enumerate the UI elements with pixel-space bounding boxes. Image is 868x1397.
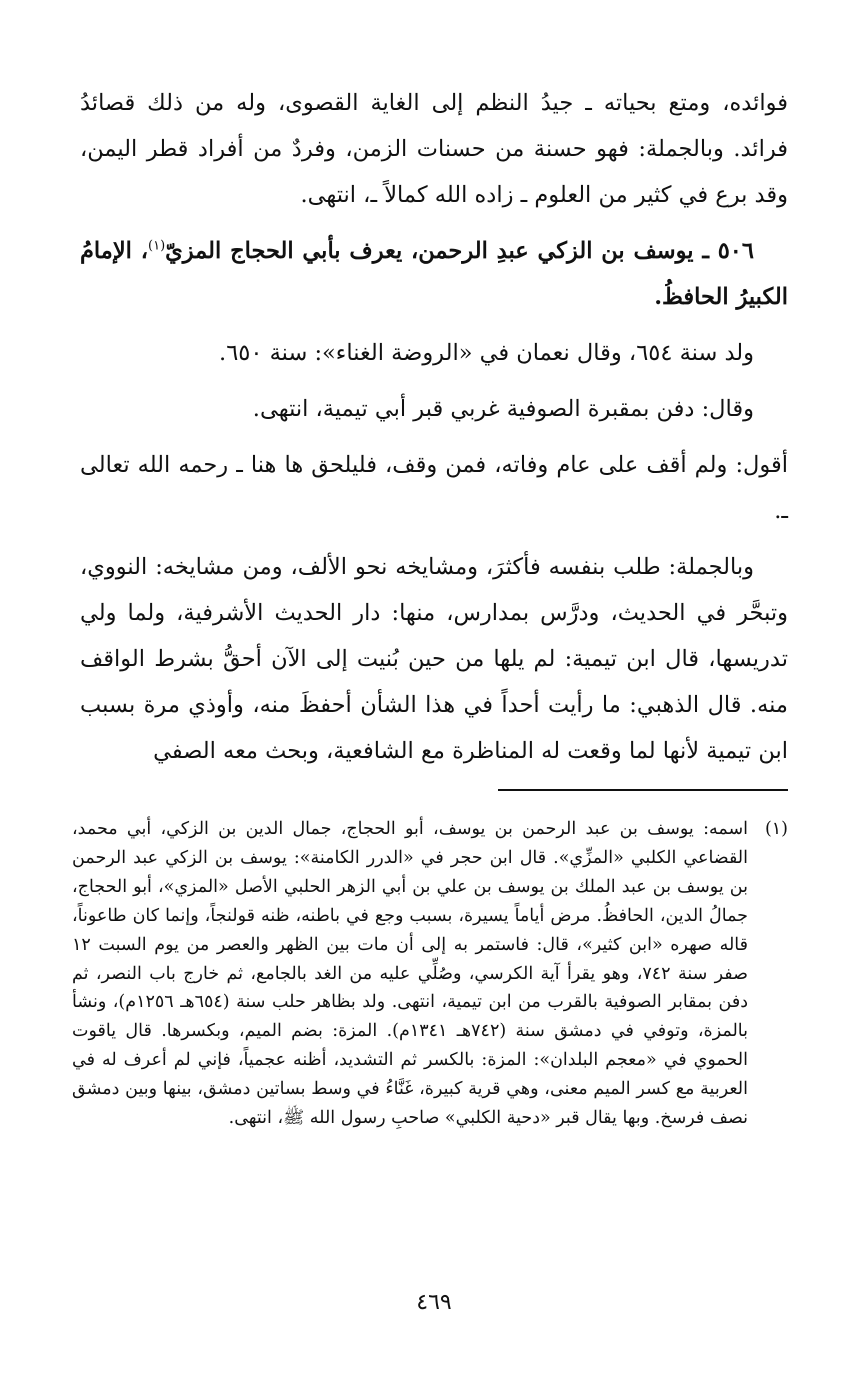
footnote-marker[interactable]: (١) <box>148 238 166 254</box>
biography-entry-heading <box>80 228 788 320</box>
footnotes-section <box>72 815 788 1133</box>
entry-heading-text: ٥٠٦ ـ يوسف بن الزكي عبدِ الرحمن، يعرف بأبي الحجاج المزيّ <box>165 238 754 264</box>
main-text-block <box>80 80 788 784</box>
paragraph-birth: ولد سنة ٦٥٤، وقال نعمان في «الروضة الغناء»: سنة ٦٥٠. <box>219 340 754 366</box>
footnote <box>72 815 788 1133</box>
paragraph-continuation: فوائده، ومتع بحياته ـ جيدُ النظم إلى الغاية القصوى، وله من ذلك قصائدُ فرائد. وبالجملة: فهو حسنة من حسنات الزمن، وفردٌ من أفراد قطر اليمن، وقد برع في كثير من العلوم ـ زاده الله كمالاً ـ، انتهى. <box>80 90 788 208</box>
paragraph-author-note: أقول: ولم أقف على عام وفاته، فمن وقف، فليلحق ها هنا ـ رحمه الله تعالى ـ. <box>80 452 788 524</box>
paragraph-burial: وقال: دفن بمقبرة الصوفية غربي قبر أبي تيمية، انتهى. <box>252 396 754 422</box>
entry-heading-text-tail: ، الإمامُ الكبيرُ الحافظُ. <box>80 238 788 310</box>
footnote-number: (١) <box>764 819 788 839</box>
footnote-divider <box>498 789 788 791</box>
page-number: ٤٦٩ <box>416 1290 452 1315</box>
footnote-text: اسمه: يوسف بن عبد الرحمن بن يوسف، أبو الحجاج، جمال الدين بن الزكي، أبي محمد، القضاعي الكلبي «المزِّي». قال ابن حجر في «الدرر الكامنة»: يوسف بن الزكي عبد الرحمن بن يوسف بن عبد الملك بن يوسف بن علي بن أبي الزهر الحلبي الأصل «المزي»، أبو الحجاج، جمالُ الدين، الحافظُ. مرض أياماً يسيرة، بسبب وجع في باطنه، ظنه قولنجاً، وإنما كان طاعوناً، قاله صهره «ابن كثير»، قال: فاستمر به إلى أن مات بين الظهر والعصر من يوم السبت ١٢ صفر سنة ٧٤٢، وهو يقرأ آية الكرسي، وصُلِّي عليه من الغد بالجامع، ثم خارج باب النصر، ثم دفن بمقابر الصوفية بالقرب من ابن تيمية، انتهى. ولد بظاهر حلب سنة (٦٥٤هـ ١٢٥٦م)، ونشأ بالمزة، وتوفي في دمشق سنة (٧٤٢هـ ١٣٤١م). المزة: بضم الميم، وبكسرها. قال ياقوت الحموي في «معجم البلدان»: المزة: بالكسر ثم التشديد، أظنه عجمياً، فإني لم أعرف له في العربية مع كسر الميم معنى، وهي قرية كبيرة، غَنَّاءُ في وسط بساتين دمشق، بينها وبين دمشق نصف فرسخ. وبها يقال قبر «دحية الكلبي» صاحبِ رسول الله ﷺ، انتهى. <box>72 819 749 1129</box>
paragraph-summary: وبالجملة: طلب بنفسه فأكثرَ، ومشايخه نحو الألف، ومن مشايخه: النووي، وتبحَّر في الحديث، ودرَّس بمدارس، منها: دار الحديث الأشرفية، ولما ولي تدريسها، قال ابن تيمية: لم يلها من حين بُنيت إلى الآن أحقُّ بشرط الواقف منه. قال الذهبي: ما رأيت أحداً في هذا الشأن أحفظَ منه، وأوذي مرة بسبب ابن تيمية لأنها لما وقعت له المناظرة مع الشافعية، وبحث معه الصفي <box>80 554 788 764</box>
